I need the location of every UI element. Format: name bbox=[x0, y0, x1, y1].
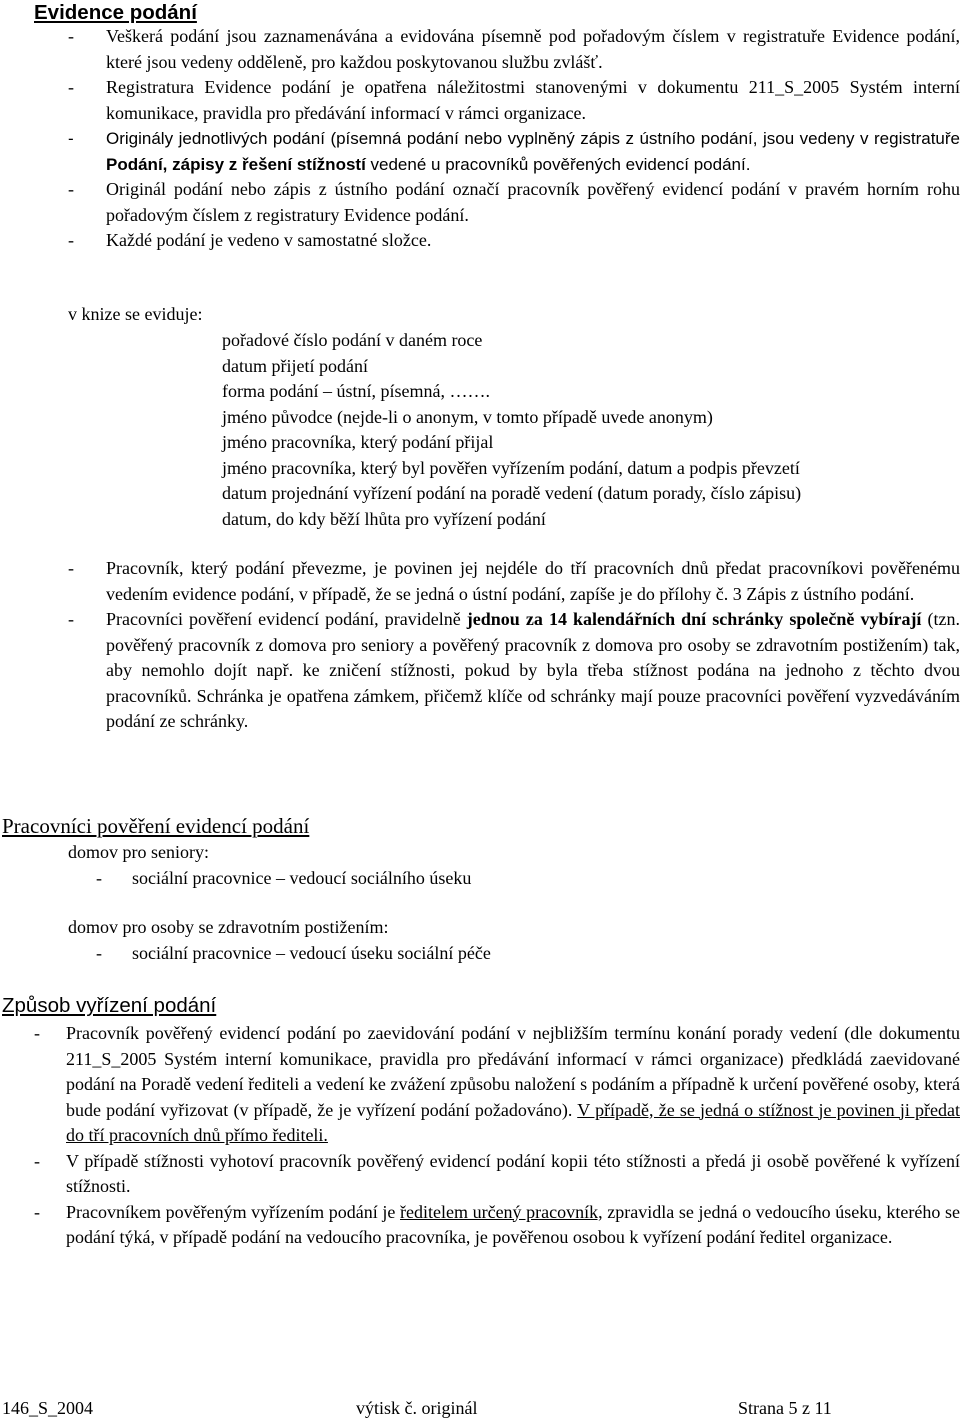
footer-copy: výtisk č. originál bbox=[356, 1398, 478, 1418]
bullet-bold-text: Podání, zápisy z řešení stížností bbox=[106, 154, 366, 174]
list-item bbox=[68, 177, 960, 228]
dash-mark: - bbox=[34, 1023, 40, 1043]
dash-mark: - bbox=[34, 1150, 40, 1171]
list-item: datum přijetí podání bbox=[222, 355, 368, 376]
dash-mark: - bbox=[68, 129, 74, 148]
list-item bbox=[68, 24, 960, 75]
list-item bbox=[68, 941, 491, 967]
list-item bbox=[68, 866, 471, 892]
bullet-underlined-text: ředitelem určený pracovník, bbox=[400, 1201, 603, 1222]
list-item bbox=[34, 1021, 960, 1149]
list-item: pořadové číslo podání v daném roce bbox=[222, 330, 483, 350]
dash-mark: - bbox=[96, 867, 102, 888]
evidence-bullets-2 bbox=[68, 556, 960, 735]
staff-group-2 bbox=[68, 915, 491, 966]
list-item bbox=[34, 1149, 960, 1200]
dash-mark: - bbox=[68, 609, 74, 629]
list-item: datum, do kdy běží lhůta pro vyřízení podání bbox=[222, 508, 546, 529]
bullet-text: Každé podání je vedeno v samostatné složce. bbox=[106, 230, 432, 250]
list-item bbox=[68, 228, 960, 254]
bullet-text: vedené u pracovníků pověřených evidencí podání. bbox=[365, 154, 751, 174]
list-item: jméno pracovníka, který podání přijal bbox=[222, 432, 494, 452]
bullet-text: Veškerá podání jsou zaznamenávána a evidována písemně pod pořadovým číslem v registratuře Evidence podání, které jsou vedeny odděleně, pro každou poskytovanou službu zvlášť. bbox=[106, 26, 960, 72]
list-item: forma podání – ústní, písemná, ……. bbox=[222, 381, 490, 401]
section-title-staff: Pracovníci pověření evidencí podání bbox=[2, 814, 310, 838]
list-item: jméno pracovníka, který byl pověřen vyřízením podání, datum a podpis převzetí bbox=[222, 457, 800, 478]
list-item bbox=[68, 607, 960, 735]
footer-page-number: Strana 5 z 11 bbox=[738, 1398, 832, 1418]
list-item: datum projednání vyřízení podání na poradě vedení (datum porady, číslo zápisu) bbox=[222, 483, 802, 503]
list-item bbox=[68, 75, 960, 126]
section-title-evidence: Evidence podání bbox=[34, 1, 197, 24]
bullet-bold-text: jednou za 14 kalendářních dní schránky společně vybírají bbox=[466, 609, 922, 629]
staff-group-1 bbox=[68, 840, 471, 891]
bullet-text: Pracovník pověřený evidencí podání po zaevidování podání v nejbližším termínu konání porady vedení (dle dokumentu 211_S_2005 Systém interní komunikace, pravidla pro předávání informací v rámci organizace) předkládá zaevidované podání na Poradě vedení řediteli a vedení ke zvážení způsobu naložení s podáním a případně k určení pověřené osoby, která bude podání vyřizovat (v případě, že je vyřízení podání požadováno). bbox=[66, 1023, 960, 1120]
list-item bbox=[68, 556, 960, 607]
footer-doc-id: 146_S_2004 bbox=[2, 1398, 94, 1418]
bullet-text: (tzn. pověřený pracovník z domova pro seniory a pověřený pracovník z domova pro osoby se zdravotním postižením) tak, aby nemohlo dojít např. ke zničení stížnosti, pokud by byla třeba stížnost podána na jednoho z těchto dvou pracovníků. Schránka je opatřena zámkem, přičemž klíče od schránky mají pouze pracovníci pověření vyzvedáváním podání ze schránky. bbox=[106, 609, 960, 731]
dash-mark: - bbox=[68, 230, 74, 250]
bullet-text: V případě stížnosti vyhotoví pracovník pověřený evidencí podání kopii této stížnosti a předá ji osobě pověřené k vyřízení stížnosti. bbox=[66, 1150, 960, 1196]
book-items bbox=[222, 328, 801, 532]
list-item: jméno původce (nejde-li o anonym, v tomto případě uvede anonym) bbox=[222, 406, 713, 427]
bullet-text: sociální pracovnice – vedoucí sociálního úseku bbox=[132, 867, 472, 888]
list-item bbox=[34, 1200, 960, 1251]
group-label: domov pro osoby se zdravotním postižením: bbox=[68, 917, 389, 937]
evidence-bullets bbox=[68, 24, 960, 254]
dash-mark: - bbox=[96, 942, 102, 963]
list-item bbox=[68, 126, 960, 177]
bullet-underlined-text: V případě, že se jedná o stížnost je povinen ji předat do tří pracovních dnů přímo řediteli. bbox=[66, 1099, 960, 1145]
section-title-handling: Způsob vyřízení podání bbox=[2, 994, 217, 1017]
bullet-text: sociální pracovnice – vedoucí úseku sociální péče bbox=[132, 942, 491, 963]
bullet-text: Pracovník, který podání převezme, je povinen jej nejdéle do tří pracovních dnů předat pracovníkovi pověřenému vedením evidence podání, v případě, že se jedná o ústní podání, zapíše je do přílohy č. 3 Zápis z ústního podání. bbox=[106, 558, 960, 604]
bullet-text: Pracovníci pověření evidencí podání, pravidelně bbox=[106, 609, 467, 629]
bullet-text: Pracovníkem pověřeným vyřízením podání je bbox=[66, 1201, 400, 1222]
dash-mark: - bbox=[68, 558, 74, 578]
bullet-text: Originál podání nebo zápis z ústního podání označí pracovník pověřený evidencí podání v pravém horním rohu pořadovým číslem z registratury Evidence podání. bbox=[106, 179, 960, 225]
bullet-text: zpravidla se jedná o vedoucího úseku, kterého se podání týká, v případě podání na vedoucího pracovníka, je pověřenou osobou k vyřízení podání ředitel organizace. bbox=[66, 1201, 960, 1247]
group-label: domov pro seniory: bbox=[68, 842, 209, 862]
bullet-text: Originály jednotlivých podání (písemná podání nebo vyplněný zápis z ústního podání, jsou vedeny v registratuře bbox=[106, 129, 960, 148]
book-intro: v knize se eviduje: bbox=[68, 304, 203, 324]
dash-mark: - bbox=[34, 1201, 40, 1222]
dash-mark: - bbox=[68, 26, 74, 46]
dash-mark: - bbox=[68, 179, 74, 199]
dash-mark: - bbox=[68, 77, 74, 97]
bullet-text: Registratura Evidence podání je opatřena náležitostmi stanovenými v dokumentu 211_S_2005 Systém interní komunikace, pravidla pro předávání informací v rámci organizace. bbox=[106, 77, 960, 123]
handling-bullets bbox=[34, 1021, 960, 1251]
